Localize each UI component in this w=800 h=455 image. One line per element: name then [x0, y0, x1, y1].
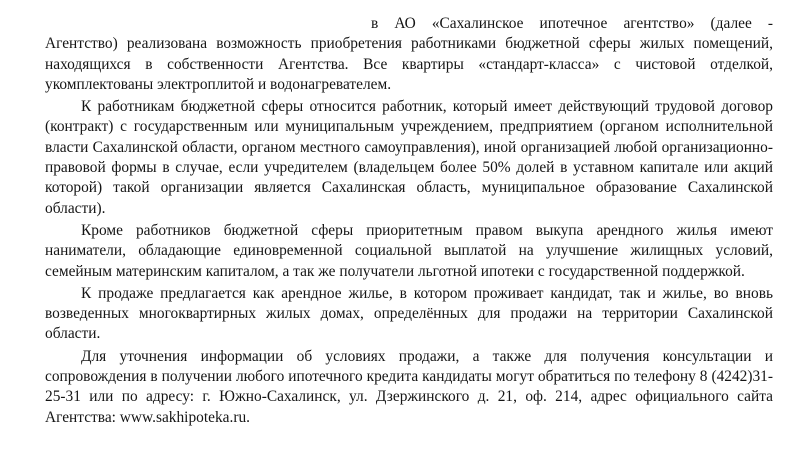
paragraph-program-intro: в АО «Сахалинское ипотечное агентство» (далее - Агентство) реализована возможность приобретения работниками бюджетной сферы жилых помещений, находящихся в собственности Агентства. Все квартиры «стандарт-класса» с чистовой отделкой, укомплектованы электроплитой и водонагревателем. — [45, 15, 773, 93]
paragraph-contacts: Для уточнения информации об условиях продажи, а также для получения консультации и сопровождения в получении любого ипотечного кредита кандидаты могут обратиться по телефону 8 (4242)31-25-31 или по адресу: г. Южно-Сахалинск, ул. Дзержинского д. 21, оф. 214, адрес официального сайта Агентства: www.sakhipoteka.ru. — [45, 347, 773, 426]
paragraph-eligibility: К работникам бюджетной сферы относится работник, который имеет действующий трудовой договор (контракт) с государственным или муниципальным учреждением, предприятием (органом исполнительной власти Сахалинской области, органом местного самоуправления), иной организацией любой организационно-правовой формы в случае, если учредителем (владельцем более 50% долей в уставном капитале или акций которой) такой организации является Сахалинская область, муниципальное образование Сахалинской области). — [45, 98, 773, 217]
paragraph-housing-offer: К продаже предлагается как арендное жилье, в котором проживает кандидат, так и жилье, во вновь возведенных многоквартирных жилых домах, определённых для продажи на территории Сахалинской области. — [45, 284, 773, 343]
document-page — [45, 14, 773, 428]
paragraph-priority-right: Кроме работников бюджетной сферы приоритетным правом выкупа арендного жилья имеют наниматели, обладающие единовременной социальной выплатой на улучшение жилищных условий, семейным материнским капиталом, а так же получатели льготной ипотеки с государственной поддержкой. — [45, 221, 773, 280]
